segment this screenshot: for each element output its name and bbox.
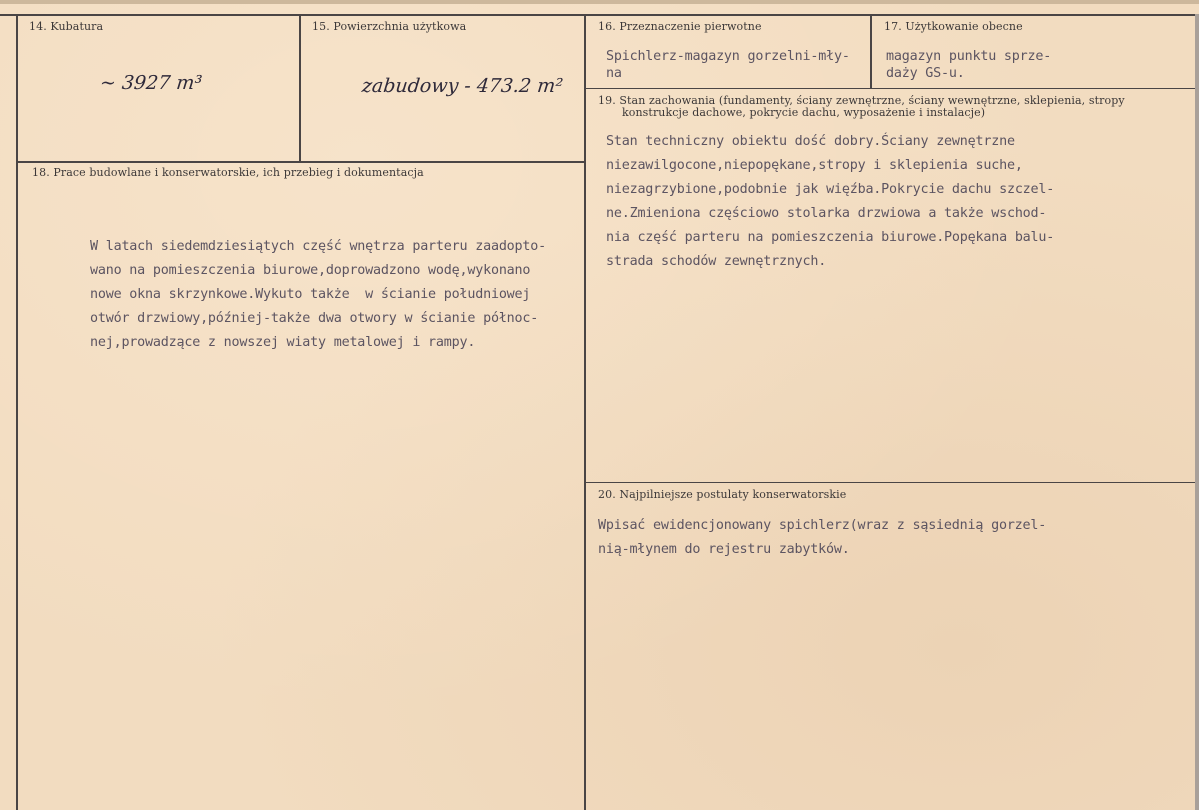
left-rule xyxy=(16,14,18,810)
field-19-label-line-1: 19. Stan zachowania (fundamenty, ściany zewnętrzne, ściany wewnętrzne, sklepienia, stropy xyxy=(598,94,1125,107)
field-18-line-5: nej,prowadzące z nowszej wiaty metalowej i rampy. xyxy=(90,335,476,350)
field-19-line-1: Stan techniczny obiektu dość dobry.Ściany zewnętrzne xyxy=(606,134,1015,149)
field-15-label: 15. Powierzchnia użytkowa xyxy=(312,20,467,33)
field-16-label: 16. Przeznaczenie pierwotne xyxy=(598,20,762,33)
field-19-line-6: strada schodów zewnętrznych. xyxy=(606,254,827,269)
field-20-label: 20. Najpilniejsze postulaty konserwatorskie xyxy=(598,488,847,501)
field-17-line-1: magazyn punktu sprze- xyxy=(886,49,1052,64)
divider-16-17 xyxy=(870,14,872,89)
field-15-handwritten-value: zabudowy - 473.2 m² xyxy=(360,75,565,97)
field-18-line-3: nowe okna skrzynkowe.Wykuto także w ścianie południowej xyxy=(90,287,531,302)
center-divider xyxy=(584,14,586,810)
field-17-line-2: daży GS-u. xyxy=(886,66,965,81)
field-18-label: 18. Prace budowlane i konserwatorskie, ich przebieg i dokumentacja xyxy=(32,166,424,179)
field-18-line-1: W latach siedemdziesiątych część wnętrza parteru zaadopto- xyxy=(90,239,546,254)
field-19-line-5: nia część parteru na pomieszczenia biurowe.Popękana balu- xyxy=(606,230,1055,245)
rule-under-14-15 xyxy=(16,161,586,163)
field-19-line-2: niezawilgocone,niepopękane,stropy i sklepienia suche, xyxy=(606,158,1023,173)
field-20-line-2: nią-młynem do rejestru zabytków. xyxy=(598,542,850,557)
field-19-line-4: ne.Zmieniona częściowo stolarka drzwiowa a także wschod- xyxy=(606,206,1047,221)
field-20-line-1: Wpisać ewidencjonowany spichlerz(wraz z sąsiednią gorzel- xyxy=(598,518,1047,533)
field-16-line-2: na xyxy=(606,66,622,81)
field-19-line-3: niezagrzybione,podobnie jak więźba.Pokrycie dachu szczel- xyxy=(606,182,1055,197)
field-16-line-1: Spichlerz-magazyn gorzelni-mły- xyxy=(606,49,850,64)
field-14-handwritten-value: ~ 3927 m³ xyxy=(98,72,204,94)
rule-under-16-17 xyxy=(585,88,1199,89)
rule-under-19 xyxy=(585,482,1199,483)
field-19-label-line-2: konstrukcje dachowe, pokrycie dachu, wyposażenie i instalacje) xyxy=(622,106,986,119)
paper-top-edge xyxy=(0,0,1199,4)
top-rule xyxy=(0,14,1199,16)
field-18-line-2: wano na pomieszczenia biurowe,doprowadzono wodę,wykonano xyxy=(90,263,531,278)
field-18-line-4: otwór drzwiowy,później-także dwa otwory w ścianie północ- xyxy=(90,311,539,326)
right-edge-shadow xyxy=(1195,14,1199,810)
field-17-label: 17. Użytkowanie obecne xyxy=(884,20,1023,33)
divider-14-15 xyxy=(299,14,301,162)
field-14-label: 14. Kubatura xyxy=(29,20,104,33)
